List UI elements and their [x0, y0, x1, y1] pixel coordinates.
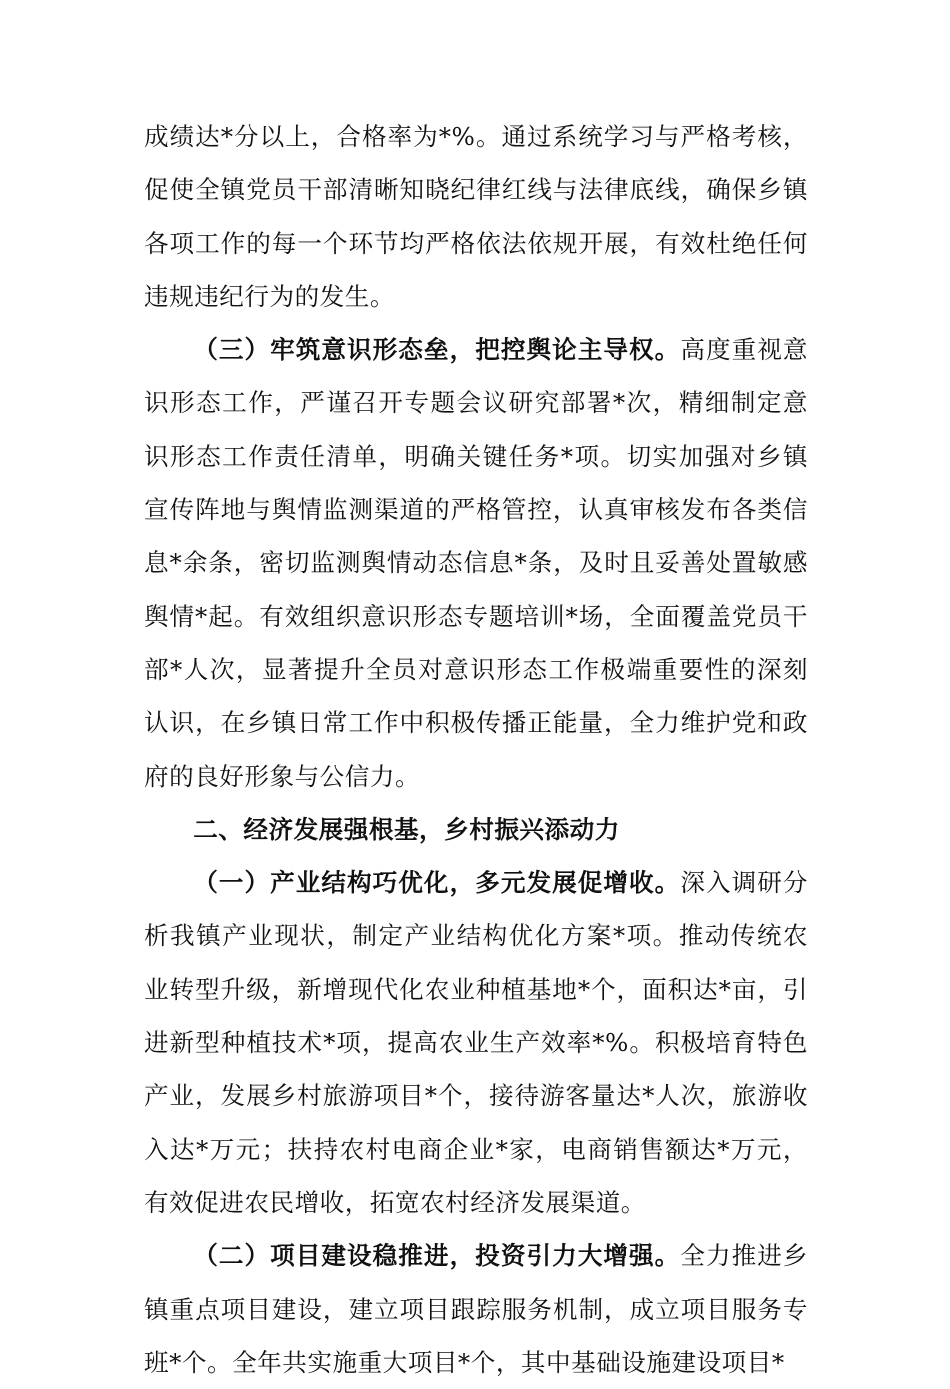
- paragraph-continued: 成绩达*分以上，合格率为*%。通过系统学习与严格考核，促使全镇党员干部清晰知晓纪律红线与法律底线，确保乡镇各项工作的每一个环节均严格依法依规开展，有效杜绝任何违规违纪行为的发生。: [144, 122, 808, 311]
- paragraph-body-projects: 全力推进乡镇重点项目建设，建立项目跟踪服务机制，成立项目服务专班*个。全年共实施重大项目*个，其中基础设施建设项目*: [144, 1241, 808, 1377]
- paragraph-ideology: [144, 323, 808, 803]
- section-heading-economy: 二、经济发展强根基，乡村振兴添动力: [193, 814, 620, 844]
- paragraph-projects: [144, 1229, 808, 1389]
- document-page: [144, 110, 808, 1389]
- paragraph-lead-industry: （一）产业结构巧优化，多元发展促增收。: [193, 868, 681, 898]
- paragraph-body-ideology: 高度重视意识形态工作，严谨召开专题会议研究部署*次，精细制定意识形态工作责任清单，明确关键任务*项。切实加强对乡镇宣传阵地与舆情监测渠道的严格管控，认真审核发布各类信息*余条，密切监测舆情动态信息*条，及时且妥善处置敏感舆情*起。有效组织意识形态专题培训*场，全面覆盖党员干部*人次，显著提升全员对意识形态工作极端重要性的深刻认识，在乡镇日常工作中积极传播正能量，全力维护党和政府的良好形象与公信力。: [144, 335, 808, 791]
- paragraph-lead-projects: （二）项目建设稳推进，投资引力大增强。: [193, 1241, 681, 1271]
- paragraph-industry: [144, 856, 808, 1229]
- paragraph-lead-ideology: （三）牢筑意识形态垒，把控舆论主导权。: [193, 335, 681, 365]
- paragraph-body-industry: 深入调研分析我镇产业现状，制定产业结构优化方案*项。推动传统农业转型升级，新增现代化农业种植基地*个，面积达*亩，引进新型种植技术*项，提高农业生产效率*%。积极培育特色产业，发展乡村旅游项目*个，接待游客量达*人次，旅游收入达*万元；扶持农村电商企业*家，电商销售额达*万元，有效促进农民增收，拓宽农村经济发展渠道。: [144, 868, 808, 1217]
